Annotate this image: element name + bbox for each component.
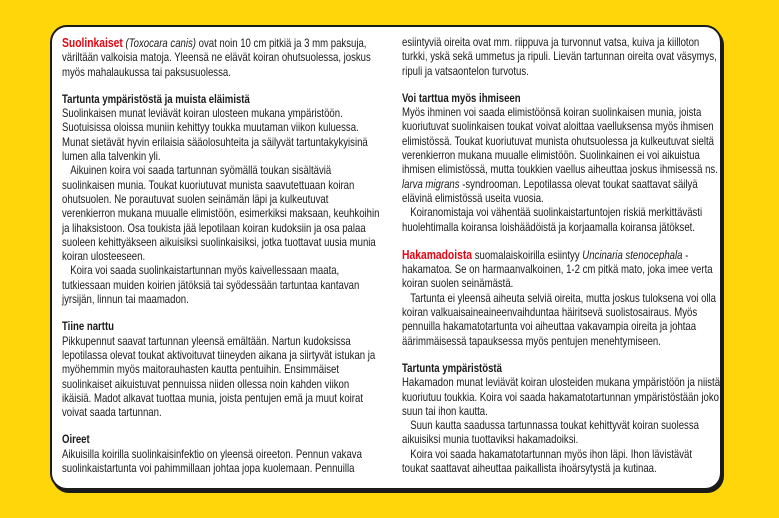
left-column-text (62, 36, 380, 476)
hookworm-lead-word: Hakamadoista (402, 247, 473, 262)
section-heading-transmits-to-humans: Voi tarttua myös ihmiseen (402, 91, 521, 105)
left-column (62, 36, 380, 482)
paragraph: Tartunta ei yleensä aiheuta selviä oireita, mutta joskus tuloksena voi olla koiran valkuaisaineaineenvaihduntaa häiritsevä suolistosairaus. Myös pennuilla hakamatotartunta voi aiheuttaa vakavampia oireita ja johtaa äärimmäisessä tapauksessa myös pentujen menehtymiseen. (402, 291, 716, 348)
paragraph: Koiranomistaja voi vähentää suolinkaistartuntojen riskiä merkittävästi huolehtimalla koiransa loishäädöistä ja korjaamalla koiransa jätökset. (402, 206, 703, 234)
hookworm-paragraph (402, 248, 720, 292)
paragraph: Pikkupennut saavat tartunnan yleensä emältään. Nartun kudoksissa lepotilassa olevat toukat aktivoituvat tiineyden aikana ja siirtyvät istukan ja myöhemmin myös maitorauhasten kautta pentuihin. Ensimmäiset suolinkaiset aikuistuvat pennuissa niiden ollessa noin kahden viikon ikäisiä. Madot alkavat tuottaa munia, joista pentujen emä ja muut koirat voivat saada tartunnan. (62, 334, 376, 420)
info-card (50, 25, 722, 490)
section-heading-symptoms: Oireet (62, 433, 90, 447)
paragraph (402, 106, 720, 206)
larva-migrans-latin-name: larva migrans (402, 177, 460, 191)
roundworm-latin-name: (Toxocara canis) (122, 37, 196, 50)
paragraph: Aikuisilla koirilla suolinkaisinfektio on yleensä oireeton. Pennun vakava suolinkaistartunta voi pahimmillaan johtaa jopa kuolemaan. Pennuilla (62, 447, 362, 476)
paragraph-text: suomalaiskoirilla esiintyy (472, 248, 583, 262)
right-column-text (402, 36, 720, 476)
paragraph-text: -syndrooman. Lepotilassa olevat toukat saattavat säilyä elävinä elimistössä useita vuosia. (402, 177, 698, 205)
section-heading-environment: Tartunta ympäristöstä (402, 361, 502, 375)
paragraph: Koira voi saada hakamatotartunnan myös ihon läpi. Ihon lävistävät toukat saattavat aiheuttaa paikallista ihoärsytystä ja kutinaa. (402, 447, 693, 476)
section-heading-pregnant-bitch: Tiine narttu (62, 320, 115, 334)
intro-paragraph (62, 36, 380, 80)
roundworm-lead-word: Suolinkaiset (62, 36, 123, 50)
right-column (402, 36, 720, 482)
paragraph: Koira voi saada suolinkaistartunnan myös kaivellessaan maata, tutkiessaan muiden koirien jätöksiä tai syödessään tartuntaa kantavan jyrsijän, linnun tai maamadon. (62, 264, 360, 307)
section-heading-environment-animals: Tartunta ympäristöstä ja muista eläimistä (62, 92, 250, 106)
paragraph: Suolinkaisen munat leviävät koiran ulosteen mukana ympäristöön. Suotuisissa oloissa muniin kehittyy toukka muutaman viikon kuluessa. Munat sietävät hyvin erilaisia sääolosuhteita ja säilyvät tartuntakykyisinä lumen alla talvenkin yli. (62, 107, 368, 164)
intro-body-text: ovat noin 10 cm pitkiä ja 3 mm paksuja, väriltään valkoisia matoja. Yleensä ne elävät koiran ohutsuolessa, joskus myös mahalaukussa tai paksusuolessa. (62, 37, 371, 79)
paragraph: Suun kautta saadussa tartunnassa toukat kehittyvät koiran suolessa aikuisiksi munia tuottaviksi hakamadoiksi. (402, 419, 699, 447)
paragraph-text: -hakamatoa. Se on harmaanvalkoinen, 1-2 cm pitkä mato, joka imee verta koiran suolen seinämästä. (402, 248, 713, 291)
hookworm-latin-name: Uncinaria stenocephala (582, 248, 683, 262)
paragraph: Hakamadon munat leviävät koiran ulosteiden mukana ympäristöön ja niistä kuoriutuu toukkia. Koira voi saada hakamatotartunnan ympäristöstään joko suun tai ihon kautta. (402, 376, 721, 418)
paragraph-text: Myös ihminen voi saada elimistöönsä koiran suolinkaisen munia, joista kuoriutuvat suolinkaisen toukat voivat aloittaa vaelluksensa myös ihmisen elimistössä. Toukat kuoriutuvat munista ohutsuolessa ja kulkeutuvat sieltä verenkierron mukana muualle elimistöön. Suolinkainen ei voi aikuistua ihmisen elimistössä, mutta toukkien vaellus aiheuttaa joskus ihmisessä ns. (402, 106, 718, 177)
continuation-paragraph: esiintyviä oireita ovat mm. riippuva ja turvonnut vatsa, kuiva ja kiilloton turkki, yskä sekä ummetus ja ripuli. Lievän tartunnan oireita ovat väsymys, ripuli ja vatsaontelon turvotus. (402, 36, 717, 78)
paragraph: Aikuinen koira voi saada tartunnan syömällä toukan sisältäviä suolinkaisen munia. Toukat kuoriutuvat munista saavutettuaan koiran ohutsuolen. Ne porautuvat suolen seinämän läpi ja kulkeutuvat verenkierron mukana muualle elimistöön, esimerkiksi maksaan, keuhkoihin ja lihaksistoon. Osa toukista jää lepotilaan koiran kudoksiin ja osa palaa suoleen kehittyäkseen aikuisiksi suolinkaisiksi, jotka tuottavat uusia munia koiran ulosteeseen. (62, 164, 380, 264)
